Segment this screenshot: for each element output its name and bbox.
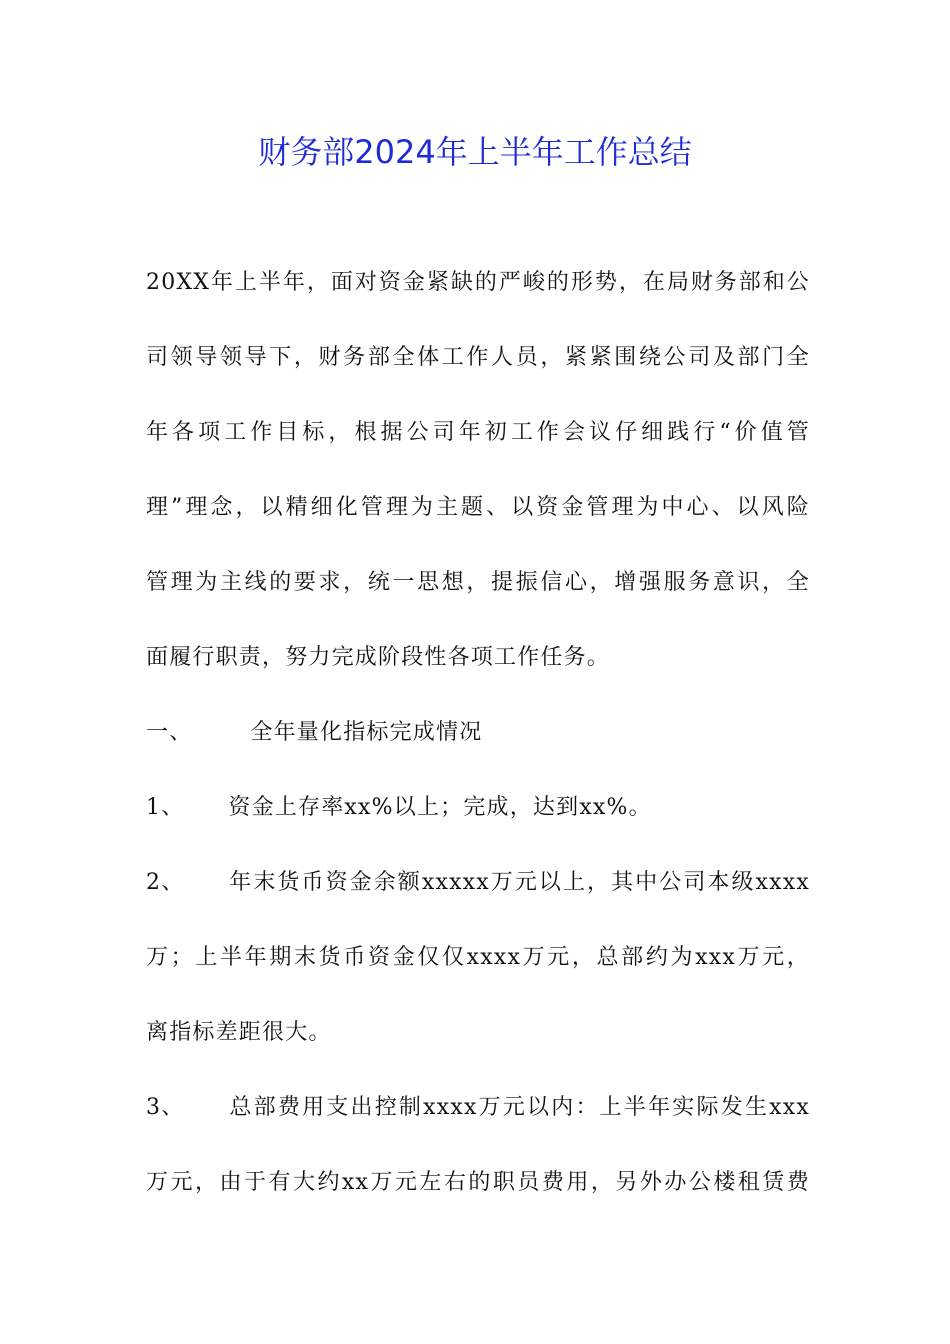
section-heading-1: [146, 716, 810, 750]
intro-line-3: 年各项工作目标，根据公司年初工作会议仔细践行“价值管: [146, 420, 810, 445]
intro-line-6: 面履行职责，努力完成阶段性各项工作任务。: [146, 645, 611, 670]
list-item-2-line-3: 离指标差距很大。: [146, 1020, 332, 1045]
intro-line-4: 理”理念，以精细化管理为主题、以资金管理为中心、以风险: [146, 495, 810, 520]
list-item-text: 总部费用支出控制xxxx万元以内：上半年实际发生xxx: [228, 1095, 810, 1120]
list-item-2-line-2: 万；上半年期末货币资金仅仅xxxx万元，总部约为xxx万元，: [146, 945, 810, 970]
list-item-3-line-2: 万元，由于有大约xx万元左右的职员费用，另外办公楼租赁费: [146, 1170, 810, 1195]
intro-line-1: 20XX年上半年，面对资金紧缺的严峻的形势，在局财务部和公: [146, 270, 810, 295]
list-item-1: [146, 791, 810, 825]
intro-line-2: 司领导领导下，财务部全体工作人员，紧紧围绕公司及部门全: [146, 345, 810, 370]
list-item-text: 年末货币资金余额xxxxx万元以上，其中公司本级xxxx: [228, 870, 810, 895]
list-item-number: 3、: [146, 1095, 185, 1120]
list-item-text: 资金上存率xx%以上；完成，达到xx%。: [228, 795, 652, 820]
list-item-number: 1、: [146, 795, 185, 820]
list-item-2-line-1: [146, 866, 810, 900]
list-item-number: 2、: [146, 870, 185, 895]
section-heading-text: 全年量化指标完成情况: [250, 720, 483, 745]
section-number: 一、: [146, 720, 193, 745]
document-title: 财务部2024年上半年工作总结: [258, 133, 692, 171]
list-item-3-line-1: [146, 1091, 810, 1125]
intro-line-5: 管理为主线的要求，统一思想，提振信心，增强服务意识，全: [146, 570, 810, 595]
